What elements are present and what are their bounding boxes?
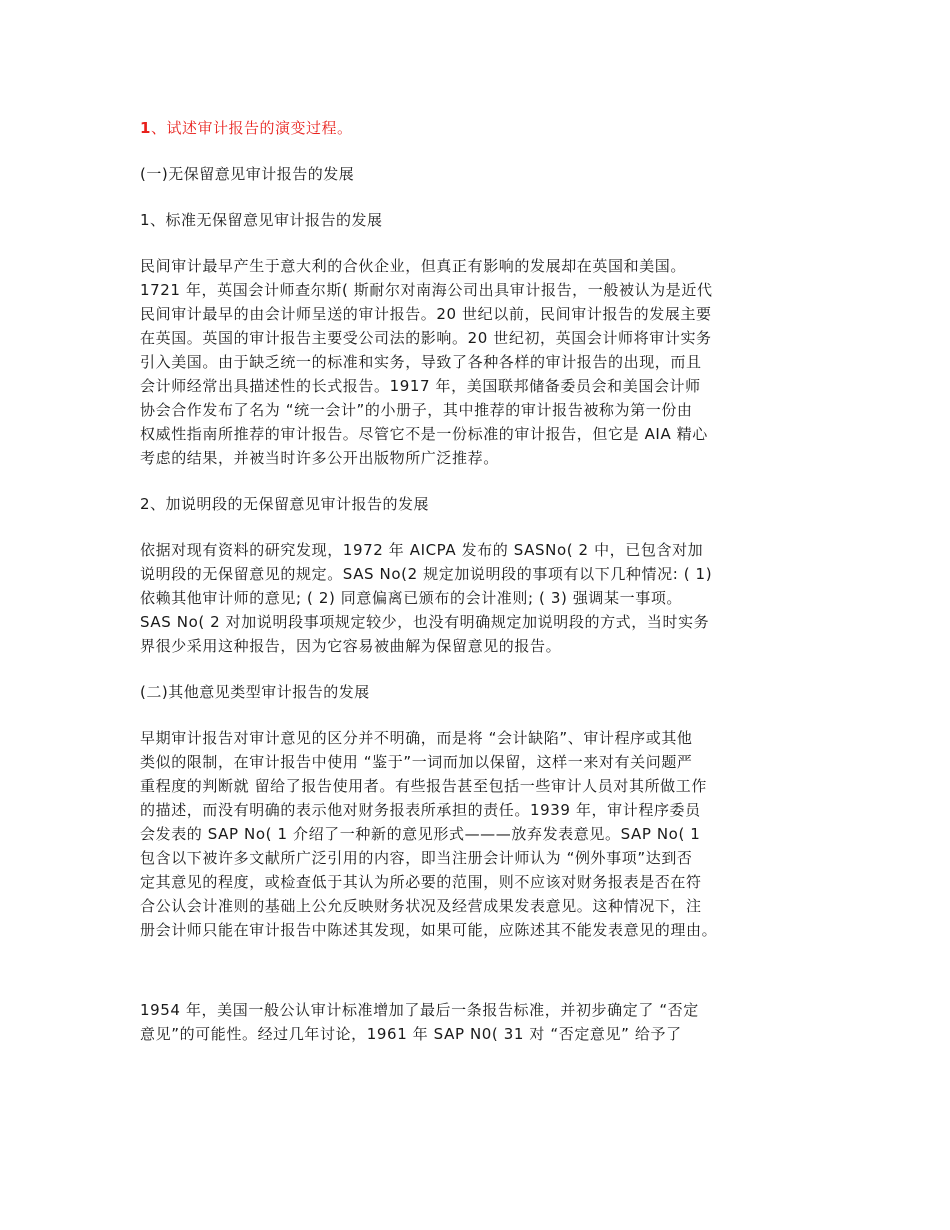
paragraph-line: 包含以下被许多文献所广泛引用的内容，即当注册会计师认为 “例外事项”达到否 (140, 849, 693, 867)
paragraph-line: 权威性指南所推荐的审计报告。尽管它不是一份标准的审计报告，但它是 AIA 精心 (140, 425, 708, 443)
question-number: 1 (140, 119, 151, 137)
question-title (140, 116, 815, 140)
section-heading-1: (一)无保留意见审计报告的发展 (140, 165, 355, 183)
paragraph-line: 的描述，而没有明确的表示他对财务报表所承担的责任。1939 年，审计程序委员 (140, 801, 701, 819)
paragraph-3 (140, 726, 815, 942)
paragraph-line: 在英国。英国的审计报告主要受公司法的影响。20 世纪初，英国会计师将审计实务 (140, 329, 712, 347)
paragraph-line: 1721 年，英国会计师查尔斯( 斯耐尔对南海公司出具审计报告，一般被认为是近代 (140, 281, 713, 299)
paragraph-line: 会发表的 SAP No( 1 介绍了一种新的意见形式———放弃发表意见。SAP No( 1 (140, 825, 701, 843)
paragraph-line: 考虑的结果，并被当时许多公开出版物所广泛推荐。 (140, 449, 499, 467)
section-heading-2: (二)其他意见类型审计报告的发展 (140, 683, 370, 701)
question-title-text: 、试述审计报告的演变过程。 (150, 119, 353, 137)
paragraph-line: 1954 年，美国一般公认审计标准增加了最后一条报告标准，并初步确定了 “否定 (140, 1001, 699, 1019)
paragraph-2 (140, 538, 815, 658)
paragraph-line: SAS No( 2 对加说明段事项规定较少，也没有明确规定加说明段的方式，当时实务 (140, 613, 710, 631)
paragraph-line: 册会计师只能在审计报告中陈述其发现，如果可能，应陈述其不能发表意见的理由。 (140, 921, 718, 939)
paragraph-line: 重程度的判断就 留给了报告使用者。有些报告甚至包括一些审计人员对其所做工作 (140, 777, 707, 795)
paragraph-line: 会计师经常出具描述性的长式报告。1917 年，美国联邦储备委员会和美国会计师 (140, 377, 701, 395)
paragraph-line: 协会合作发布了名为 “统一会计”的小册子，其中推荐的审计报告被称为第一份由 (140, 401, 693, 419)
paragraph-line: 说明段的无保留意见的规定。SAS No(2 规定加说明段的事项有以下几种情况: ( 1) (140, 565, 713, 583)
paragraph-line: 依据对现有资料的研究发现，1972 年 AICPA 发布的 SASNo( 2 中，已包含对加 (140, 541, 704, 559)
document-body (140, 116, 815, 1068)
paragraph-line: 早期审计报告对审计意见的区分并不明确，而是将 “会计缺陷”、审计程序或其他 (140, 729, 693, 747)
paragraph-line: 定其意见的程度，或检查低于其认为所必要的范围，则不应该对财务报表是否在符 (140, 873, 702, 891)
paragraph-line: 依赖其他审计师的意见; ( 2) 同意偏离已颁布的会计准则; ( 3) 强调某一事项。 (140, 589, 683, 607)
paragraph-line: 民间审计最早产生于意大利的合伙企业，但真正有影响的发展却在英国和美国。 (140, 257, 687, 275)
paragraph-line: 合公认会计准则的基础上公允反映财务状况及经营成果发表意见。这种情况下，注 (140, 897, 702, 915)
subsection-heading-2: 2、加说明段的无保留意见审计报告的发展 (140, 495, 430, 513)
subsection-heading-1: 1、标准无保留意见审计报告的发展 (140, 211, 383, 229)
paragraph-line: 引入美国。由于缺乏统一的标准和实务，导致了各种各样的审计报告的出现，而且 (140, 353, 702, 371)
paragraph-line: 意见”的可能性。经过几年讨论，1961 年 SAP N0( 31 对 “否定意见” 给予了 (140, 1025, 682, 1043)
paragraph-line: 类似的限制，在审计报告中使用 “鉴于”一词而加以保留，这样一来对有关问题严 (140, 753, 693, 771)
paragraph-line: 界很少采用这种报告，因为它容易被曲解为保留意见的报告。 (140, 637, 562, 655)
paragraph-1 (140, 254, 815, 470)
paragraph-line: 民间审计最早的由会计师呈送的审计报告。20 世纪以前，民间审计报告的发展主要 (140, 305, 712, 323)
paragraph-4 (140, 998, 815, 1046)
